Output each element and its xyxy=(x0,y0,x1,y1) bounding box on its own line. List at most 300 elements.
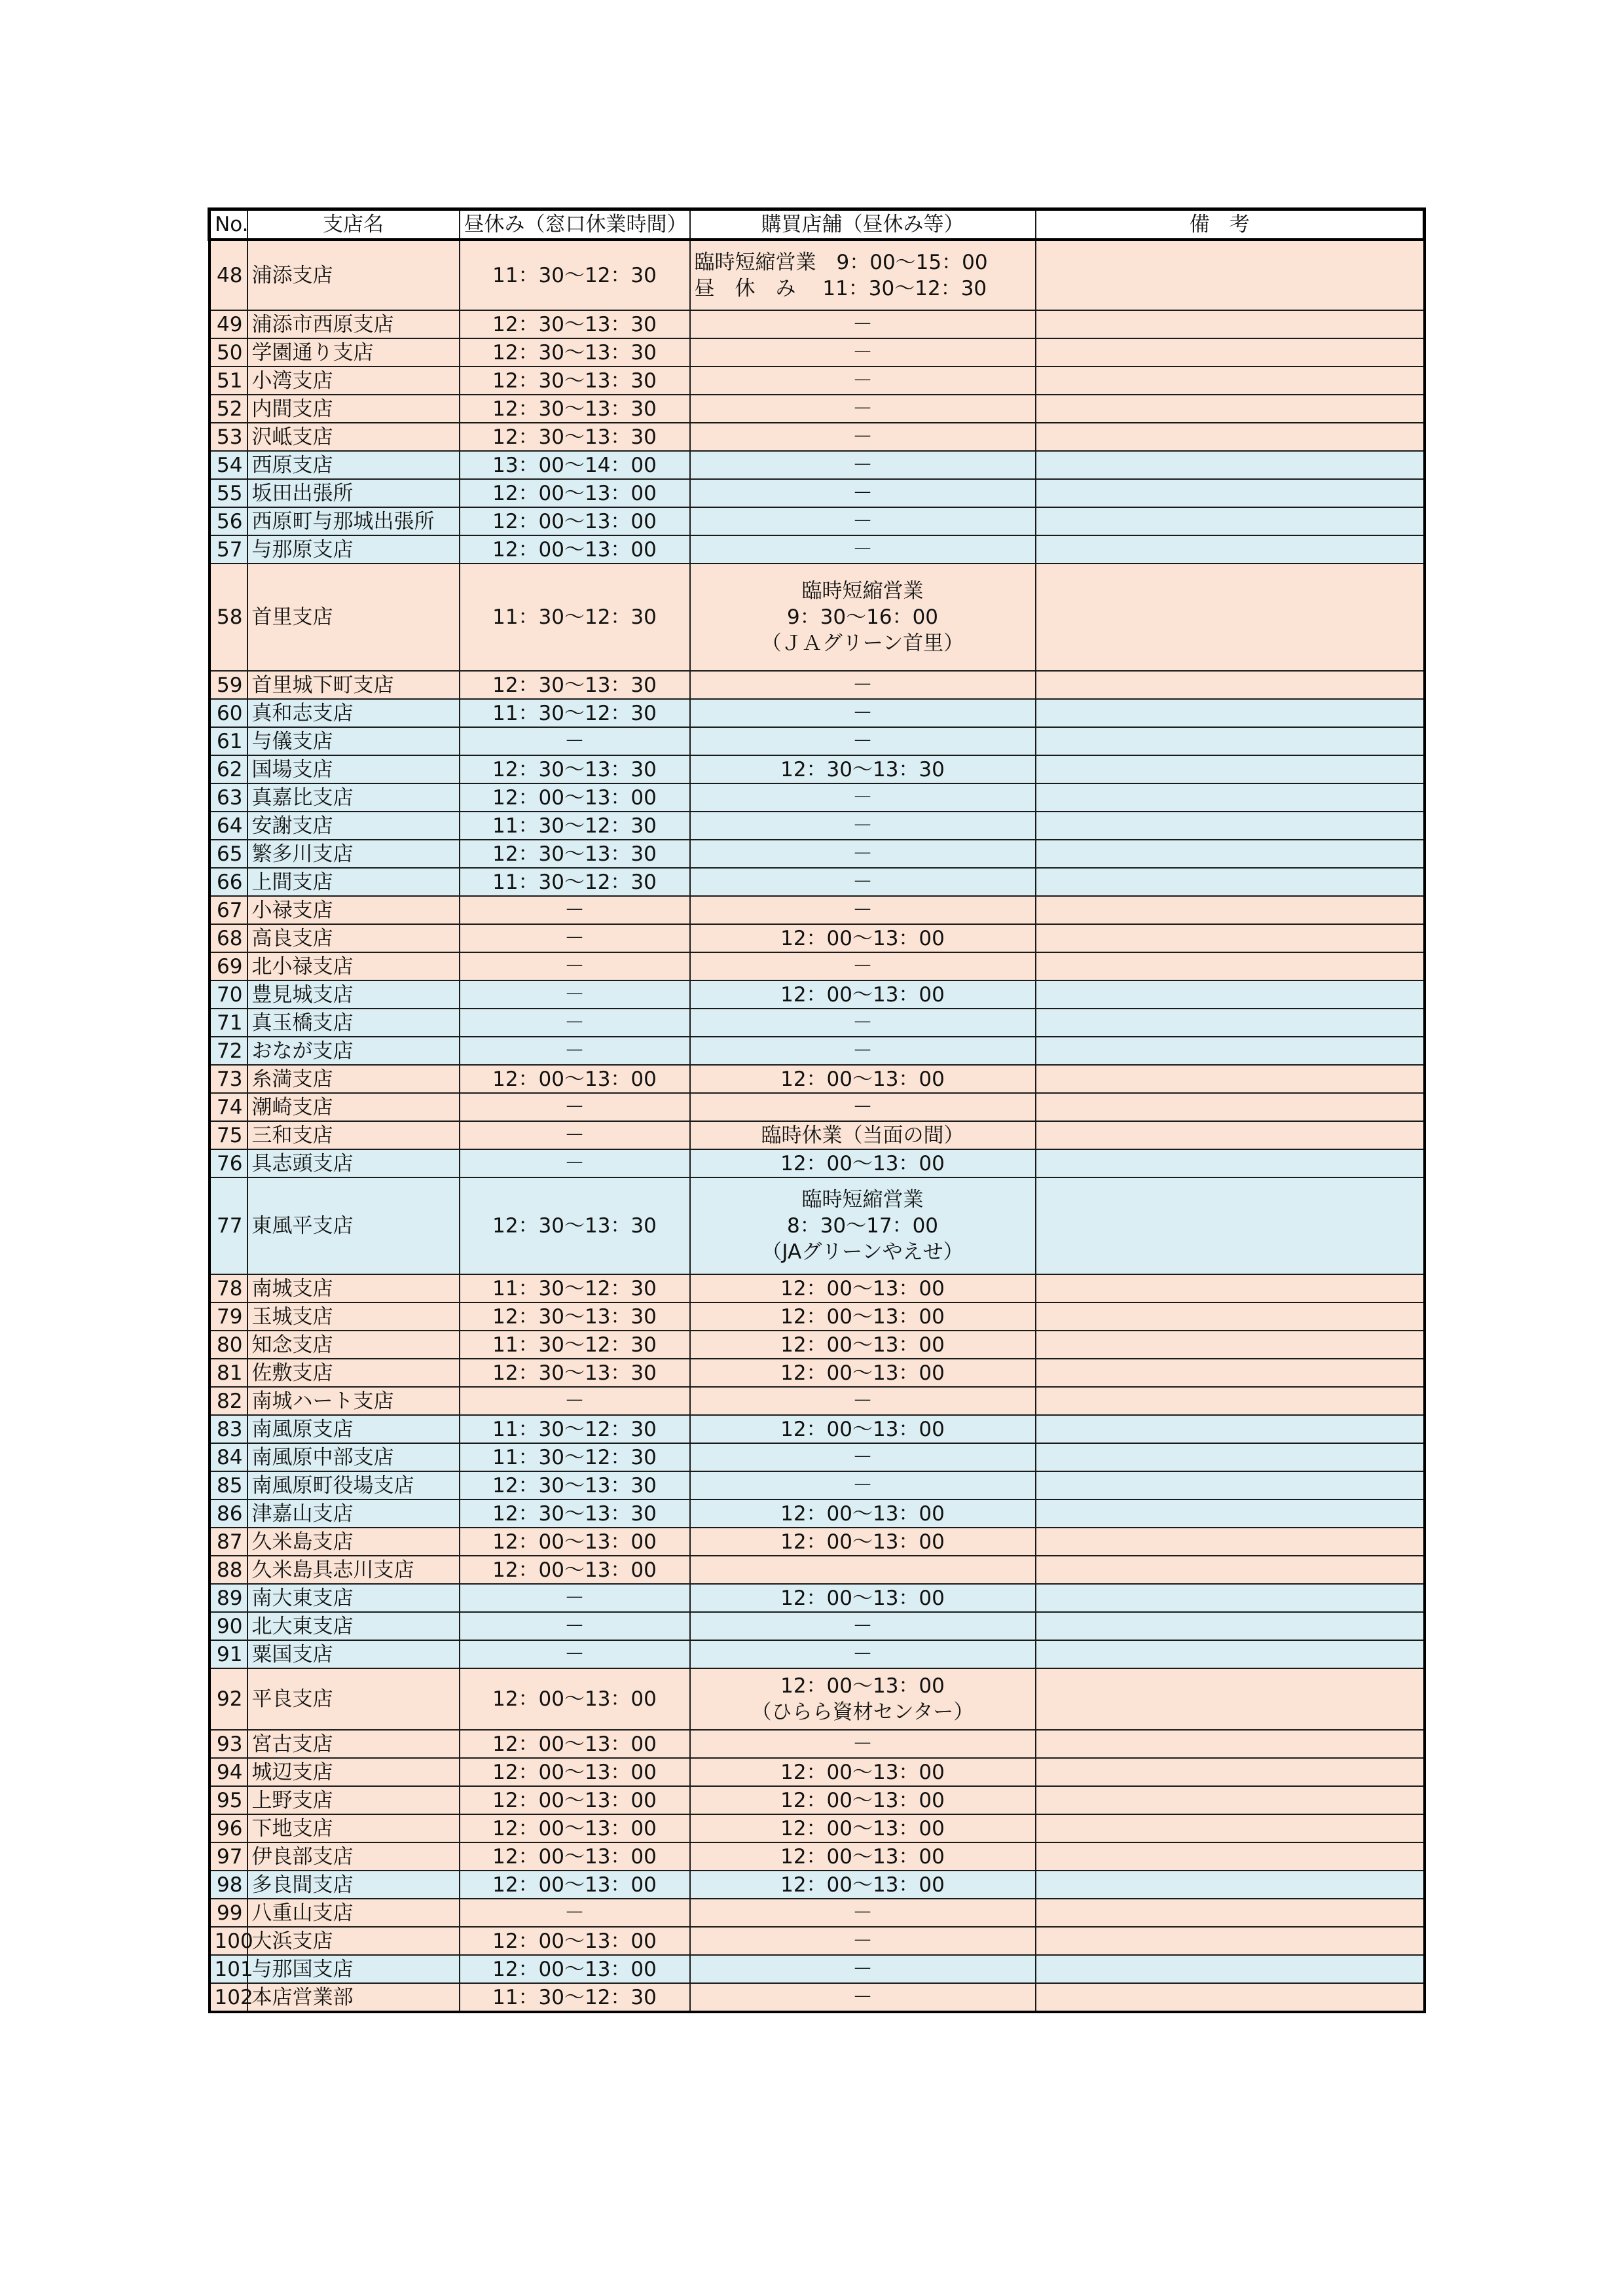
remarks xyxy=(1036,1640,1425,1668)
table-row xyxy=(210,812,1425,840)
lunch-break-hours: － xyxy=(460,1149,690,1177)
purchase-store-line: 12：00～13：00 xyxy=(780,1501,945,1526)
table-row xyxy=(210,727,1425,755)
branch-name: 下地支店 xyxy=(247,1814,460,1842)
remarks xyxy=(1036,1037,1425,1065)
purchase-store-hours xyxy=(690,479,1036,507)
table-row xyxy=(210,1274,1425,1302)
lunch-break-hours: 12：30～13：30 xyxy=(460,338,690,367)
branch-name: 豊見城支店 xyxy=(247,980,460,1009)
purchase-store-hours xyxy=(690,1640,1036,1668)
lunch-break-hours: 12：00～13：00 xyxy=(460,1814,690,1842)
remarks xyxy=(1036,1612,1425,1640)
lunch-break-hours: 12：30～13：30 xyxy=(460,1359,690,1387)
purchase-store-hours xyxy=(690,1093,1036,1121)
table-row xyxy=(210,564,1425,671)
purchase-store-line: 12：00～13：00 xyxy=(780,1417,945,1441)
row-number: 53 xyxy=(210,423,247,451)
row-number: 51 xyxy=(210,367,247,395)
remarks xyxy=(1036,1528,1425,1556)
lunch-break-hours: 12：00～13：00 xyxy=(460,1955,690,1983)
branch-name: 津嘉山支店 xyxy=(247,1499,460,1528)
lunch-break-hours: 12：00～13：00 xyxy=(460,1786,690,1814)
lunch-break-hours: 11：30～12：30 xyxy=(460,1983,690,2012)
branch-name: 西原町与那城出張所 xyxy=(247,507,460,535)
purchase-store-line: － xyxy=(852,1389,873,1413)
table-row xyxy=(210,868,1425,896)
purchase-store-line: － xyxy=(852,898,873,922)
purchase-store-hours xyxy=(690,980,1036,1009)
purchase-store-hours xyxy=(690,755,1036,783)
table-row xyxy=(210,338,1425,367)
branch-name: 安謝支店 xyxy=(247,812,460,840)
purchase-store-line: 12：00～13：00 xyxy=(780,1760,945,1784)
remarks xyxy=(1036,1899,1425,1927)
table-row xyxy=(210,1612,1425,1640)
purchase-store-line: 臨時休業（当面の間） xyxy=(761,1123,964,1147)
purchase-store-line: 12：00～13：00 xyxy=(780,1276,945,1300)
row-number: 91 xyxy=(210,1640,247,1668)
remarks xyxy=(1036,1842,1425,1871)
row-number: 59 xyxy=(210,671,247,699)
purchase-store-line: － xyxy=(852,1095,873,1119)
row-number: 82 xyxy=(210,1387,247,1415)
purchase-store-hours xyxy=(690,1499,1036,1528)
purchase-store-line: 12：00～13：00 xyxy=(780,1067,945,1091)
row-number: 102 xyxy=(210,1983,247,2012)
purchase-store-hours xyxy=(690,1359,1036,1387)
row-number: 48 xyxy=(210,240,247,310)
lunch-break-hours: 11：30～12：30 xyxy=(460,812,690,840)
branch-name: 坂田出張所 xyxy=(247,479,460,507)
purchase-store-hours xyxy=(690,1871,1036,1899)
purchase-store-hours xyxy=(690,1443,1036,1471)
purchase-store-hours xyxy=(690,310,1036,338)
table-row xyxy=(210,1899,1425,1927)
row-number: 50 xyxy=(210,338,247,367)
purchase-store-hours xyxy=(690,395,1036,423)
purchase-store-hours xyxy=(690,699,1036,727)
remarks xyxy=(1036,1499,1425,1528)
purchase-store-line: 12：00～13：00 xyxy=(780,1586,945,1610)
row-number: 67 xyxy=(210,896,247,924)
lunch-break-hours: － xyxy=(460,1899,690,1927)
remarks xyxy=(1036,812,1425,840)
purchase-store-hours xyxy=(690,1786,1036,1814)
row-number: 78 xyxy=(210,1274,247,1302)
row-number: 90 xyxy=(210,1612,247,1640)
lunch-break-hours: － xyxy=(460,1121,690,1149)
purchase-store-line: － xyxy=(852,1445,873,1469)
remarks xyxy=(1036,1983,1425,2012)
lunch-break-hours: － xyxy=(460,1093,690,1121)
header-branch-name: 支店名 xyxy=(247,209,460,240)
branch-name: 粟国支店 xyxy=(247,1640,460,1668)
row-number: 86 xyxy=(210,1499,247,1528)
purchase-store-hours xyxy=(690,338,1036,367)
remarks xyxy=(1036,395,1425,423)
row-number: 85 xyxy=(210,1471,247,1499)
remarks xyxy=(1036,1556,1425,1584)
purchase-store-hours xyxy=(690,1927,1036,1955)
row-number: 49 xyxy=(210,310,247,338)
branch-name: 高良支店 xyxy=(247,924,460,952)
purchase-store-hours xyxy=(690,1612,1036,1640)
purchase-store-hours xyxy=(690,1065,1036,1093)
row-number: 94 xyxy=(210,1758,247,1786)
row-number: 52 xyxy=(210,395,247,423)
purchase-store-line: － xyxy=(852,1985,873,2009)
branch-name: 南城ハート支店 xyxy=(247,1387,460,1415)
table-row xyxy=(210,1415,1425,1443)
table-row xyxy=(210,924,1425,952)
table-row xyxy=(210,1955,1425,1983)
remarks xyxy=(1036,1955,1425,1983)
branch-name: 南風原町役場支店 xyxy=(247,1471,460,1499)
branch-name: 三和支店 xyxy=(247,1121,460,1149)
row-number: 68 xyxy=(210,924,247,952)
purchase-store-line: － xyxy=(852,425,873,449)
purchase-store-line: － xyxy=(852,785,873,810)
branch-name: 佐敷支店 xyxy=(247,1359,460,1387)
lunch-break-hours: － xyxy=(460,980,690,1009)
branch-name: 久米島具志川支店 xyxy=(247,1556,460,1584)
purchase-store-hours xyxy=(690,535,1036,564)
branch-name: 知念支店 xyxy=(247,1331,460,1359)
purchase-store-hours xyxy=(690,423,1036,451)
row-number: 62 xyxy=(210,755,247,783)
lunch-break-hours: － xyxy=(460,924,690,952)
table-row xyxy=(210,896,1425,924)
purchase-store-line: － xyxy=(852,1901,873,1925)
purchase-store-hours xyxy=(690,1387,1036,1415)
remarks xyxy=(1036,1443,1425,1471)
row-number: 92 xyxy=(210,1668,247,1730)
remarks xyxy=(1036,840,1425,868)
row-number: 66 xyxy=(210,868,247,896)
purchase-store-line: 8：30～17：00 xyxy=(786,1214,939,1238)
lunch-break-hours: － xyxy=(460,1387,690,1415)
lunch-break-hours: 12：00～13：00 xyxy=(460,1730,690,1758)
purchase-store-line: － xyxy=(852,729,873,753)
branch-name: 上間支店 xyxy=(247,868,460,896)
branch-name: 糸満支店 xyxy=(247,1065,460,1093)
remarks xyxy=(1036,699,1425,727)
remarks xyxy=(1036,1730,1425,1758)
remarks xyxy=(1036,338,1425,367)
remarks xyxy=(1036,1758,1425,1786)
remarks xyxy=(1036,1927,1425,1955)
purchase-store-hours xyxy=(690,507,1036,535)
purchase-store-hours xyxy=(690,1331,1036,1359)
lunch-break-hours: － xyxy=(460,1640,690,1668)
branch-hours-table xyxy=(208,207,1426,2013)
remarks xyxy=(1036,1387,1425,1415)
purchase-store-hours xyxy=(690,868,1036,896)
remarks xyxy=(1036,1814,1425,1842)
branch-name: 平良支店 xyxy=(247,1668,460,1730)
row-number: 74 xyxy=(210,1093,247,1121)
remarks xyxy=(1036,310,1425,338)
table-row xyxy=(210,1302,1425,1331)
lunch-break-hours: 12：00～13：00 xyxy=(460,507,690,535)
purchase-store-line: （ひらら資材センター） xyxy=(751,1700,974,1724)
row-number: 56 xyxy=(210,507,247,535)
table-row xyxy=(210,1121,1425,1149)
row-number: 60 xyxy=(210,699,247,727)
lunch-break-hours: 12：00～13：00 xyxy=(460,1842,690,1871)
purchase-store-hours xyxy=(690,896,1036,924)
row-number: 55 xyxy=(210,479,247,507)
branch-name: 小禄支店 xyxy=(247,896,460,924)
row-number: 64 xyxy=(210,812,247,840)
header-remarks: 備考 xyxy=(1036,209,1425,240)
lunch-break-hours: 11：30～12：30 xyxy=(460,1274,690,1302)
purchase-store-line: 12：00～13：00 xyxy=(780,1873,945,1897)
row-number: 99 xyxy=(210,1899,247,1927)
table-row xyxy=(210,1149,1425,1177)
header-purchase-store: 購買店舗（昼休み等） xyxy=(690,209,1036,240)
table-row xyxy=(210,1387,1425,1415)
remarks xyxy=(1036,535,1425,564)
row-number: 54 xyxy=(210,451,247,479)
row-number: 76 xyxy=(210,1149,247,1177)
lunch-break-hours: － xyxy=(460,727,690,755)
purchase-store-hours xyxy=(690,451,1036,479)
row-number: 61 xyxy=(210,727,247,755)
branch-name: 与那国支店 xyxy=(247,1955,460,1983)
row-number: 100 xyxy=(210,1927,247,1955)
lunch-break-hours: － xyxy=(460,1037,690,1065)
table-row xyxy=(210,479,1425,507)
row-number: 87 xyxy=(210,1528,247,1556)
branch-name: 浦添市西原支店 xyxy=(247,310,460,338)
remarks xyxy=(1036,1331,1425,1359)
branch-name: 東風平支店 xyxy=(247,1177,460,1274)
purchase-store-hours xyxy=(690,1177,1036,1274)
lunch-break-hours: 12：30～13：30 xyxy=(460,395,690,423)
remarks xyxy=(1036,924,1425,952)
remarks xyxy=(1036,868,1425,896)
purchase-store-hours xyxy=(690,783,1036,812)
table-row xyxy=(210,1842,1425,1871)
table-body xyxy=(210,240,1425,2012)
row-number: 93 xyxy=(210,1730,247,1758)
purchase-store-line: 12：00～13：00 xyxy=(780,1151,945,1175)
row-number: 84 xyxy=(210,1443,247,1471)
table-header-row xyxy=(210,209,1425,240)
table-row xyxy=(210,1758,1425,1786)
header-lunch-break: 昼休み（窓口休業時間） xyxy=(460,209,690,240)
table-row xyxy=(210,1359,1425,1387)
purchase-store-line: － xyxy=(852,673,873,697)
remarks xyxy=(1036,507,1425,535)
lunch-break-hours: 12：30～13：30 xyxy=(460,1302,690,1331)
purchase-store-line: － xyxy=(852,368,873,393)
lunch-break-hours: 12：00～13：00 xyxy=(460,1528,690,1556)
purchase-store-hours xyxy=(690,840,1036,868)
lunch-break-hours: 12：00～13：00 xyxy=(460,1927,690,1955)
remarks xyxy=(1036,1359,1425,1387)
branch-name: 真和志支店 xyxy=(247,699,460,727)
lunch-break-hours: 12：30～13：30 xyxy=(460,840,690,868)
lunch-break-hours: － xyxy=(460,952,690,980)
table-row xyxy=(210,755,1425,783)
branch-name: 宮古支店 xyxy=(247,1730,460,1758)
table-row xyxy=(210,1065,1425,1093)
row-number: 75 xyxy=(210,1121,247,1149)
purchase-store-hours xyxy=(690,952,1036,980)
lunch-break-hours: 12：00～13：00 xyxy=(460,783,690,812)
purchase-store-line: － xyxy=(852,1957,873,1981)
remarks xyxy=(1036,1668,1425,1730)
branch-name: 本店営業部 xyxy=(247,1983,460,2012)
purchase-store-hours xyxy=(690,1584,1036,1612)
lunch-break-hours: 11：30～12：30 xyxy=(460,1443,690,1471)
row-number: 81 xyxy=(210,1359,247,1387)
table-row xyxy=(210,1499,1425,1528)
branch-name: 西原支店 xyxy=(247,451,460,479)
purchase-store-hours xyxy=(690,1955,1036,1983)
row-number: 57 xyxy=(210,535,247,564)
branch-name: 玉城支店 xyxy=(247,1302,460,1331)
purchase-store-line: 12：00～13：00 xyxy=(780,1530,945,1554)
purchase-store-hours xyxy=(690,240,1036,310)
purchase-store-line: － xyxy=(852,870,873,894)
table-row xyxy=(210,1983,1425,2012)
purchase-store-line: － xyxy=(852,701,873,725)
lunch-break-hours: 12：30～13：30 xyxy=(460,367,690,395)
purchase-store-line: － xyxy=(852,509,873,533)
table-row xyxy=(210,952,1425,980)
table-row xyxy=(210,1443,1425,1471)
lunch-break-hours: 12：00～13：00 xyxy=(460,1758,690,1786)
purchase-store-hours xyxy=(690,1528,1036,1556)
table-row xyxy=(210,840,1425,868)
lunch-break-hours: 12：00～13：00 xyxy=(460,535,690,564)
lunch-break-hours: 11：30～12：30 xyxy=(460,240,690,310)
purchase-store-line: － xyxy=(852,397,873,421)
remarks xyxy=(1036,1584,1425,1612)
lunch-break-hours: － xyxy=(460,1612,690,1640)
purchase-store-line: 臨時短縮営業 xyxy=(801,1188,924,1211)
purchase-store-hours xyxy=(690,1983,1036,2012)
branch-name: 伊良部支店 xyxy=(247,1842,460,1871)
purchase-store-line: － xyxy=(852,537,873,562)
remarks xyxy=(1036,952,1425,980)
lunch-break-hours: 13：00～14：00 xyxy=(460,451,690,479)
purchase-store-hours xyxy=(690,1842,1036,1871)
purchase-store-line: 臨時短縮営業 xyxy=(801,579,924,603)
branch-name: 小湾支店 xyxy=(247,367,460,395)
purchase-store-line: 12：00～13：00 xyxy=(780,1361,945,1385)
branch-name: 潮崎支店 xyxy=(247,1093,460,1121)
purchase-store-line: － xyxy=(852,453,873,477)
table-row xyxy=(210,1927,1425,1955)
lunch-break-hours: 12：30～13：30 xyxy=(460,423,690,451)
lunch-break-hours: 12：30～13：30 xyxy=(460,1471,690,1499)
purchase-store-line: 12：00～13：00 xyxy=(780,982,945,1007)
branch-name: 北小禄支店 xyxy=(247,952,460,980)
purchase-store-line: － xyxy=(852,312,873,336)
row-number: 63 xyxy=(210,783,247,812)
table-row xyxy=(210,1584,1425,1612)
remarks xyxy=(1036,240,1425,310)
lunch-break-hours: 12：00～13：00 xyxy=(460,479,690,507)
purchase-store-hours xyxy=(690,1758,1036,1786)
purchase-store-hours xyxy=(690,367,1036,395)
row-number: 72 xyxy=(210,1037,247,1065)
row-number: 89 xyxy=(210,1584,247,1612)
table-row xyxy=(210,1730,1425,1758)
row-number: 70 xyxy=(210,980,247,1009)
branch-name: 与儀支店 xyxy=(247,727,460,755)
purchase-store-line: － xyxy=(852,1929,873,1953)
table-row xyxy=(210,451,1425,479)
purchase-store-line: 12：00～13：00 xyxy=(780,1844,945,1869)
branch-name: 多良間支店 xyxy=(247,1871,460,1899)
table-row xyxy=(210,699,1425,727)
lunch-break-hours: － xyxy=(460,896,690,924)
remarks xyxy=(1036,783,1425,812)
row-number: 65 xyxy=(210,840,247,868)
remarks xyxy=(1036,1121,1425,1149)
row-number: 97 xyxy=(210,1842,247,1871)
row-number: 83 xyxy=(210,1415,247,1443)
branch-name: 八重山支店 xyxy=(247,1899,460,1927)
lunch-break-hours: 12：00～13：00 xyxy=(460,1065,690,1093)
lunch-break-hours: － xyxy=(460,1584,690,1612)
purchase-store-hours xyxy=(690,1814,1036,1842)
lunch-break-hours: 12：00～13：00 xyxy=(460,1556,690,1584)
purchase-store-hours xyxy=(690,1899,1036,1927)
row-number: 95 xyxy=(210,1786,247,1814)
branch-name: 大浜支店 xyxy=(247,1927,460,1955)
table-row xyxy=(210,1528,1425,1556)
branch-name: 内間支店 xyxy=(247,395,460,423)
purchase-store-line: 12：30～13：30 xyxy=(780,757,945,781)
purchase-store-line: 12：00～13：00 xyxy=(780,1816,945,1840)
purchase-store-hours xyxy=(690,1471,1036,1499)
lunch-break-hours: 11：30～12：30 xyxy=(460,699,690,727)
table-row xyxy=(210,240,1425,310)
branch-name: 上野支店 xyxy=(247,1786,460,1814)
lunch-break-hours: 11：30～12：30 xyxy=(460,1415,690,1443)
table-row xyxy=(210,1471,1425,1499)
purchase-store-line: － xyxy=(852,1011,873,1035)
remarks xyxy=(1036,1149,1425,1177)
row-number: 98 xyxy=(210,1871,247,1899)
row-number: 80 xyxy=(210,1331,247,1359)
branch-name: 学園通り支店 xyxy=(247,338,460,367)
purchase-store-line: － xyxy=(852,1039,873,1063)
purchase-store-hours xyxy=(690,1149,1036,1177)
purchase-store-line: 9：30～16：00 xyxy=(786,605,939,629)
remarks xyxy=(1036,423,1425,451)
purchase-store-line: 臨時短縮営業 9：00～15：00 xyxy=(694,250,988,274)
purchase-store-line: － xyxy=(852,1614,873,1638)
table-row xyxy=(210,395,1425,423)
purchase-store-line: － xyxy=(852,1473,873,1498)
purchase-store-hours xyxy=(690,671,1036,699)
remarks xyxy=(1036,367,1425,395)
purchase-store-hours xyxy=(690,1415,1036,1443)
table-row xyxy=(210,1331,1425,1359)
remarks xyxy=(1036,564,1425,671)
branch-name: 南風原中部支店 xyxy=(247,1443,460,1471)
branch-name: 城辺支店 xyxy=(247,1758,460,1786)
purchase-store-line: － xyxy=(852,1642,873,1666)
